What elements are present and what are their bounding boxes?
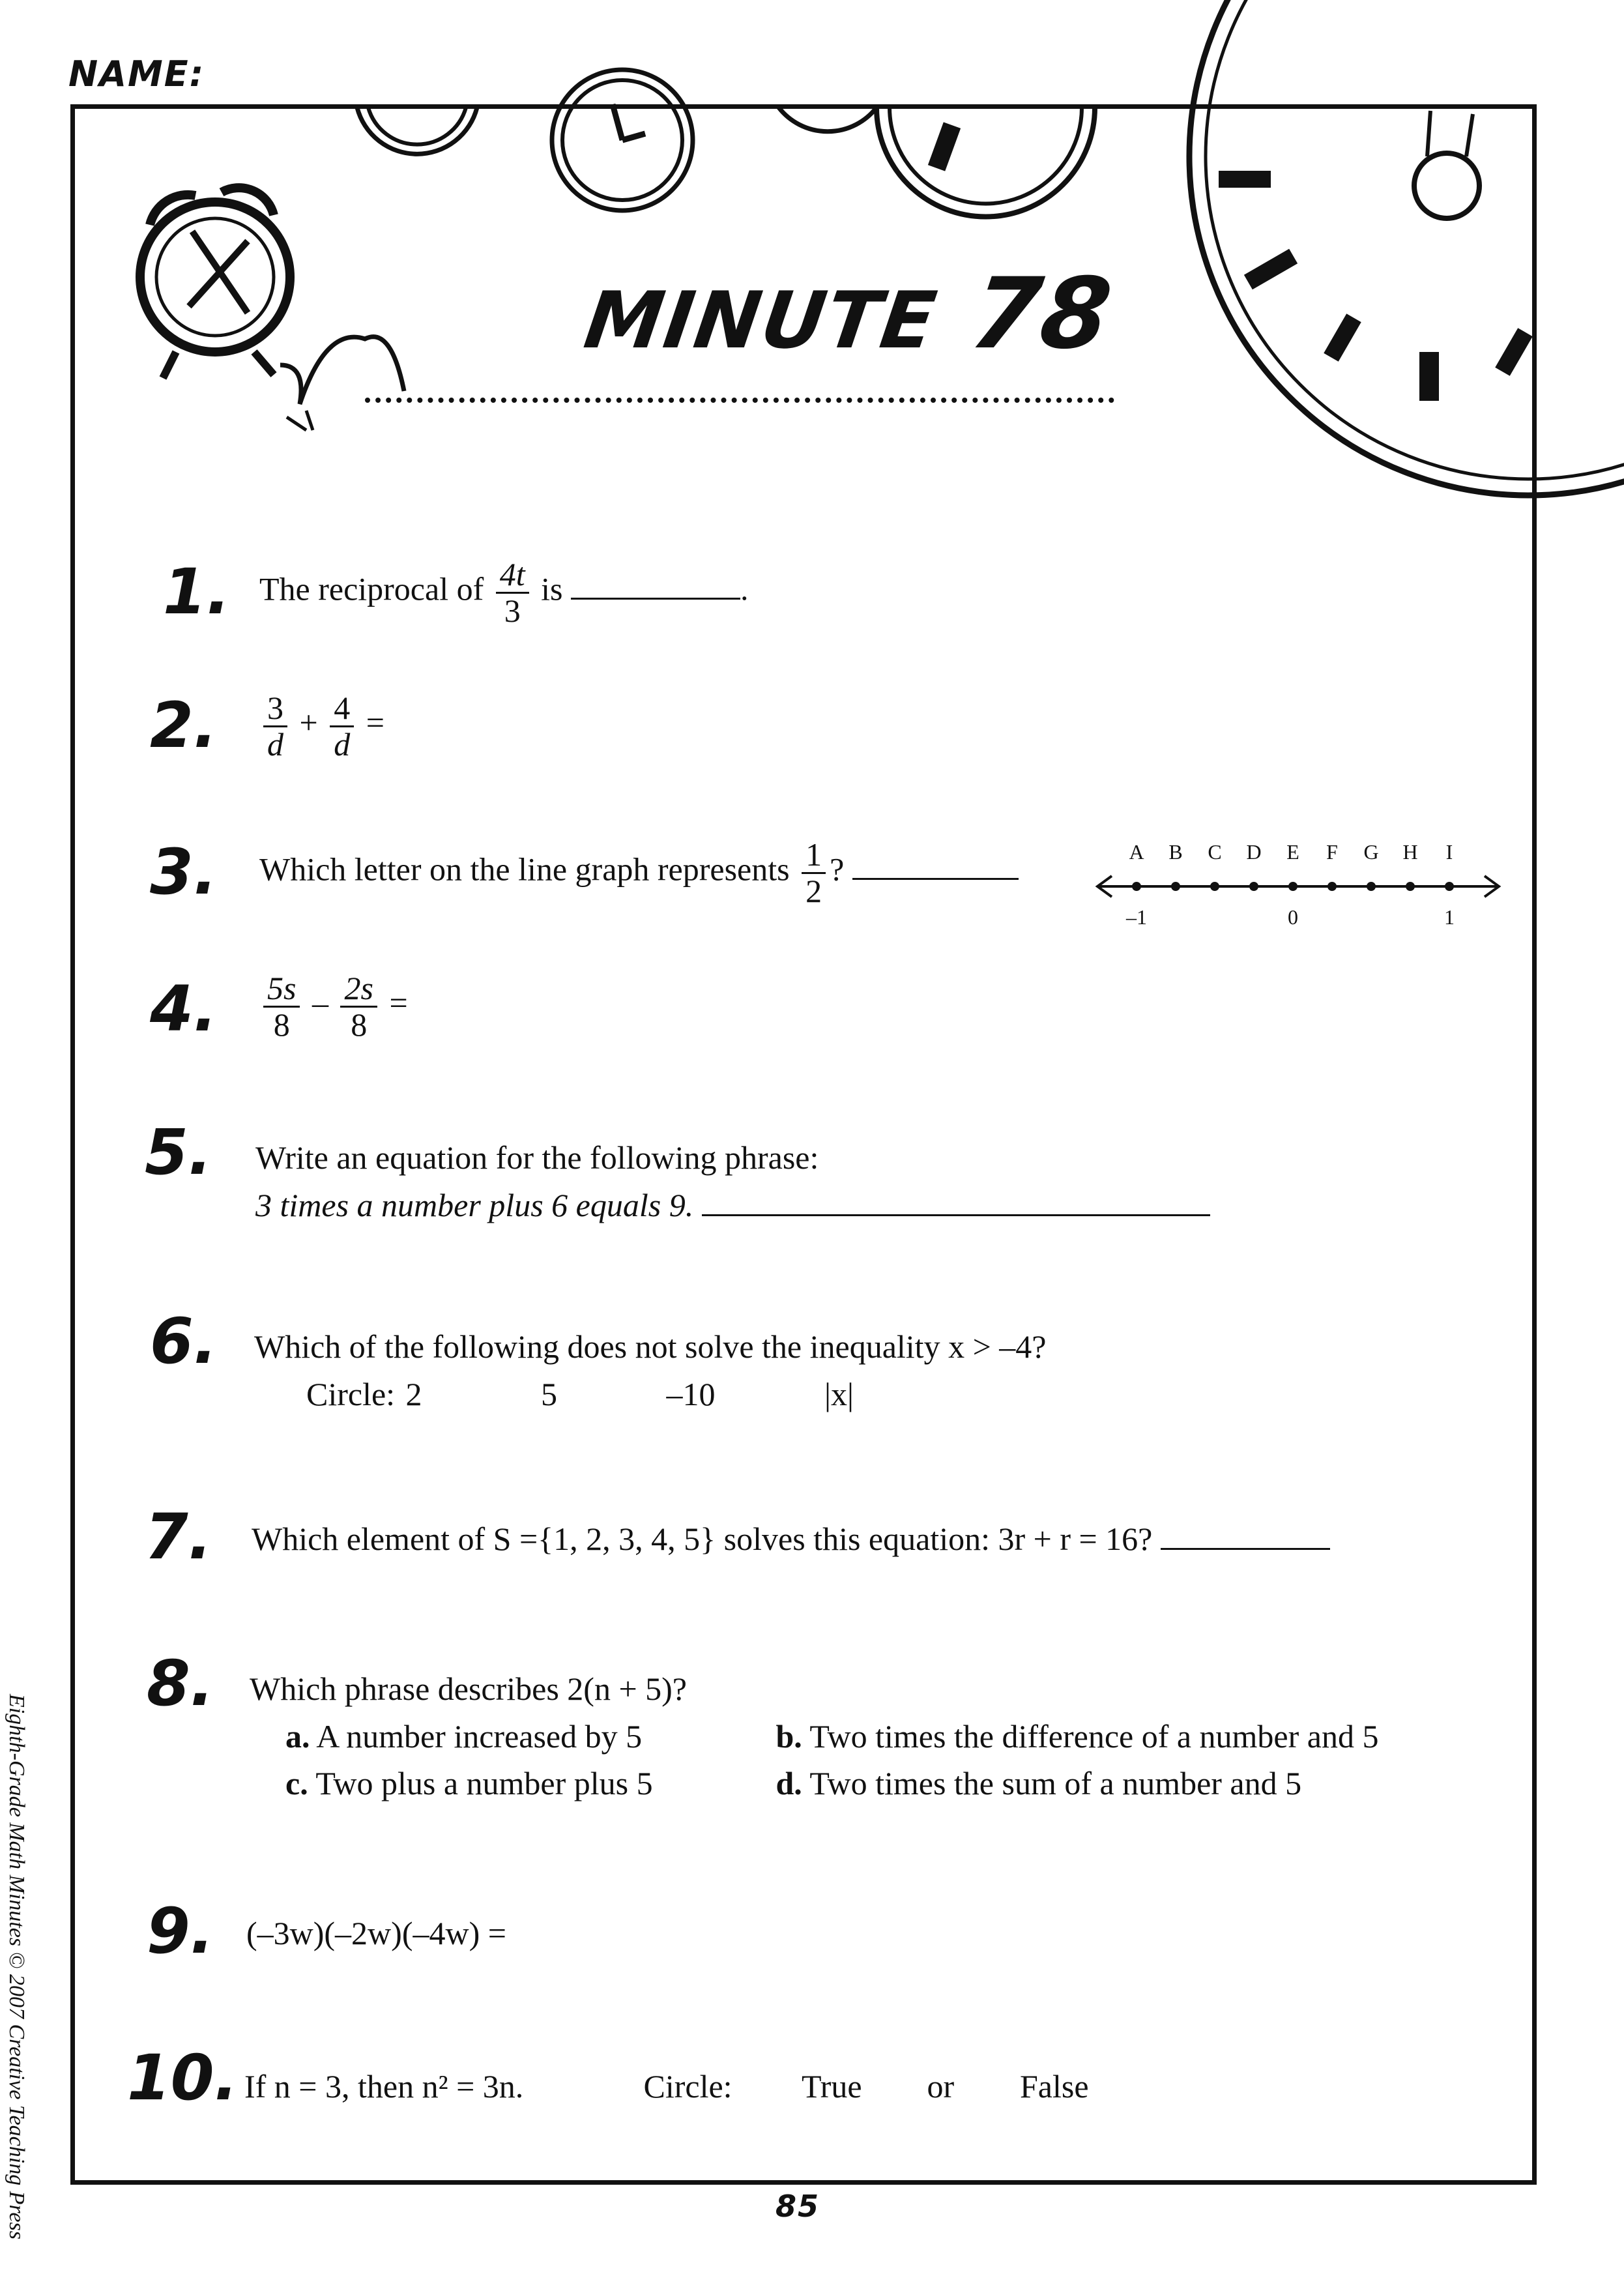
number-line-tick-label: 0 — [1288, 905, 1298, 929]
question-1: The reciprocal of $\frac{4t}{3}$ is . — [259, 556, 749, 629]
answer-blank[interactable] — [1161, 1548, 1330, 1550]
choice-c[interactable]: c. Two plus a number plus 5 — [285, 1765, 653, 1801]
answer-blank[interactable] — [571, 598, 740, 600]
question-8-number: 8. — [147, 1647, 214, 1720]
question-9: (–3w)(–2w)(–4w) = — [246, 1915, 506, 1951]
choice-d[interactable]: d. Two times the sum of a number and 5 — [776, 1765, 1302, 1801]
page-title: MINUTE 78 — [579, 257, 1119, 371]
number-line-letter: H — [1402, 840, 1418, 864]
option-abs-x[interactable]: |x| — [824, 1375, 854, 1412]
question-9-number: 9. — [147, 1895, 214, 1968]
question-10: If n = 3, then n² = 3n. Circle: True or False — [244, 2063, 1089, 2110]
question-6-number: 6. — [150, 1305, 218, 1378]
answer-blank[interactable] — [702, 1214, 1210, 1216]
question-10-number: 10. — [127, 2041, 239, 2114]
question-1-number: 1. — [163, 555, 231, 628]
number-line-letter: B — [1168, 840, 1183, 864]
question-7: Which element of S ={1, 2, 3, 4, 5} solves this equation: 3r + r = 16? — [252, 1515, 1330, 1563]
name-label: NAME: — [68, 53, 205, 95]
option-minus-10[interactable]: –10 — [666, 1375, 716, 1412]
question-4: $\frac{5s}{8}$ – $\frac{2s}{8}$ = — [259, 971, 408, 1042]
choice-a[interactable]: a. A number increased by 5 — [285, 1717, 643, 1755]
question-6: Which of the following does not solve the inequality x > –4? Circle: 2 5 –10 |x| — [254, 1323, 1046, 1418]
spine-credit: Eighth-Grade Math Minutes © 2007 Creative Teaching Press — [5, 1694, 29, 2240]
number-line — [1090, 833, 1507, 937]
choice-b[interactable]: b. Two times the difference of a number and 5 — [776, 1717, 1379, 1755]
number-line-letter: D — [1246, 840, 1262, 864]
option-2[interactable]: 2 — [405, 1375, 422, 1412]
title-underline — [365, 398, 1114, 403]
option-false[interactable]: False — [1020, 2068, 1089, 2105]
option-true[interactable]: True — [802, 2068, 862, 2105]
number-line-letter: C — [1208, 840, 1222, 864]
question-3: Which letter on the line graph represents $\frac{1}{2}$ ? — [259, 838, 1019, 908]
number-line-letter: A — [1129, 840, 1144, 864]
question-7-number: 7. — [145, 1500, 212, 1573]
number-line-letter: I — [1445, 840, 1453, 864]
question-8: Which phrase describes 2(n + 5)? a. A number increased by 5 b. Two times the difference of a number and 5 c. Two plus a number plus 5 d. Two times the sum of a number and 5 — [250, 1665, 1378, 1807]
answer-blank[interactable] — [852, 878, 1019, 880]
question-4-number: 4. — [150, 972, 218, 1045]
question-5: Write an equation for the following phrase: 3 times a number plus 6 equals 9. — [255, 1134, 1210, 1229]
option-5[interactable]: 5 — [541, 1375, 557, 1412]
number-line-tick-label: 1 — [1444, 905, 1455, 929]
number-line-letter: G — [1363, 840, 1379, 864]
question-2: $\frac{3}{d}$ + $\frac{4}{d}$ = — [259, 691, 384, 761]
number-line-letter: E — [1286, 840, 1299, 864]
question-5-number: 5. — [145, 1116, 212, 1189]
question-2-number: 2. — [150, 689, 218, 762]
question-3-number: 3. — [150, 836, 218, 909]
number-line-letter: F — [1326, 840, 1338, 864]
page-number: 85 — [776, 2189, 820, 2224]
number-line-tick-label: –1 — [1126, 905, 1147, 929]
